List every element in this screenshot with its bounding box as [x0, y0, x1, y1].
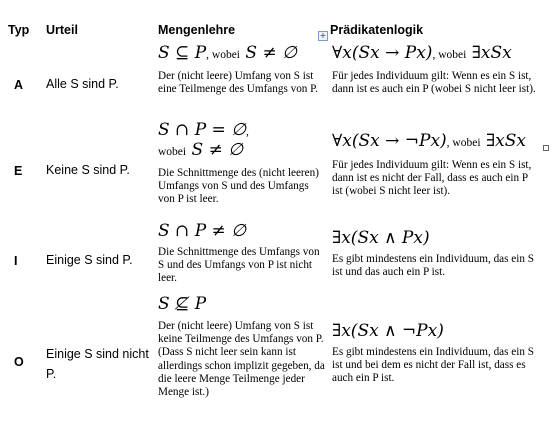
row-e-mengen-formula: S ∩ P = ∅, — [158, 120, 249, 140]
row-a-logik-formula: ∀x(Sx → Px), wobei ∃xSx — [332, 43, 512, 63]
row-o-mengen-desc: Der (nicht leere) Umfang von S ist keine Teilmenge des Umfangs von P. (Dass S nicht leer sein kann ist allerdings schon implizit gegeben, da die leere Menge Teilmenge jeder Menge ist.) — [158, 320, 325, 399]
row-e-urteil: Keine S sind P. — [46, 163, 130, 177]
row-a-logik-desc: Für jedes Individuum gilt: Wenn es ein S ist, dann ist es auch ein P (wobei S nicht leer ist). — [332, 70, 536, 96]
resize-handle[interactable] — [543, 145, 549, 151]
row-i-mengen-desc: Die Schnittmenge des Umfangs von S und des Umfangs von P ist nicht leer. — [158, 246, 320, 285]
row-i-logik-formula: ∃x(Sx ∧ Px) — [332, 228, 430, 248]
row-o-logik-formula: ∃x(Sx ∧ ¬Px) — [332, 321, 444, 341]
row-o-mengen-formula: S ⊈ P — [158, 294, 207, 314]
row-i-typ: I — [14, 254, 18, 268]
row-e-logik-desc: Für jedes Individuum gilt: Wenn es ein S ist, dann ist es nicht der Fall, dass es auch ein P ist (wobei S nicht leer ist). — [332, 159, 532, 198]
row-o-urteil: Einige S sind nicht P. — [46, 347, 149, 381]
row-a-mengen-desc: Der (nicht leere) Umfang von S ist eine Teilmenge des Umfangs von P. — [158, 70, 318, 96]
table-move-handle-icon[interactable]: + — [319, 31, 327, 40]
row-a-mengen-formula: S ⊆ P, wobei S ≠ ∅ — [158, 43, 297, 63]
row-i-urteil: Einige S sind P. — [46, 253, 133, 267]
header-praedikatenlogik: Prädikatenlogik — [330, 23, 424, 37]
row-e-typ: E — [14, 164, 23, 178]
row-e-logik-formula: ∀x(Sx → ¬Px), wobei ∃xSx — [332, 131, 526, 151]
row-i-logik-desc: Es gibt mindestens ein Individuum, das ein S ist und das auch ein P ist. — [332, 253, 534, 279]
row-a-typ: A — [14, 78, 24, 92]
row-a-urteil: Alle S sind P. — [46, 77, 119, 91]
row-e-mengen-desc: Die Schnittmenge des (nicht leeren) Umfangs von S und des Umfangs von P ist leer. — [158, 167, 319, 206]
row-o-logik-desc: Es gibt mindestens ein Individuum, das ein S ist und bei dem es nicht der Fall ist, dass es auch ein P ist. — [332, 346, 534, 385]
header-mengenlehre: Mengenlehre — [158, 23, 236, 37]
row-i-mengen-formula: S ∩ P ≠ ∅ — [158, 221, 246, 241]
row-o-typ: O — [14, 355, 24, 369]
row-e-mengen-cond: wobei S ≠ ∅ — [158, 140, 244, 160]
header-urteil: Urteil — [46, 23, 78, 37]
header-typ: Typ — [8, 23, 30, 37]
